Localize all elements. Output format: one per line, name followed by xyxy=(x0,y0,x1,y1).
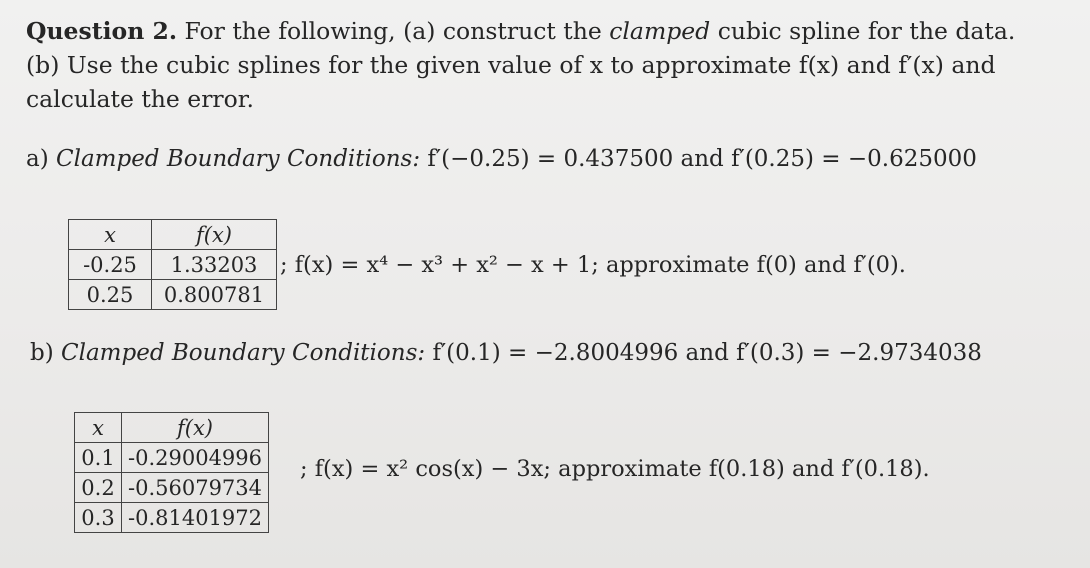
header-fx: f(x) xyxy=(152,220,277,250)
part-b-derivative-values: f′(0.1) = −2.8004996 and f′(0.3) = −2.9734038 xyxy=(432,340,982,366)
question-line-3: calculate the error. xyxy=(26,85,254,113)
part-b-data-table xyxy=(74,412,269,533)
table-row xyxy=(69,280,277,310)
cell-fx: 1.33203 xyxy=(152,250,277,280)
question-line-2: (b) Use the cubic splines for the given value of x to approximate f(x) and f′(x) and xyxy=(26,51,996,79)
part-b-function: ; f(x) = x² cos(x) − 3x; approximate f(0.18) and f′(0.18). xyxy=(300,456,930,482)
part-a-derivative-values: f′(−0.25) = 0.437500 and f′(0.25) = −0.625000 xyxy=(427,146,977,172)
table-row xyxy=(75,503,269,533)
cell-x: 0.2 xyxy=(75,473,122,503)
question-label: Question 2. xyxy=(26,17,177,45)
cell-fx: 0.800781 xyxy=(152,280,277,310)
cell-x: 0.1 xyxy=(75,443,122,473)
cell-fx: -0.29004996 xyxy=(122,443,269,473)
cell-fx: -0.56079734 xyxy=(122,473,269,503)
question-line-1: Question 2. For the following, (a) construct the clamped cubic spline for the data. xyxy=(26,17,1016,45)
cell-x: -0.25 xyxy=(69,250,152,280)
clamped-emphasis: clamped xyxy=(609,17,711,45)
part-a-function: ; f(x) = x⁴ − x³ + x² − x + 1; approximate f(0) and f′(0). xyxy=(280,252,906,278)
question-text xyxy=(26,14,1015,116)
header-x: x xyxy=(69,220,152,250)
part-a-data-table xyxy=(68,219,277,310)
part-a-label: Clamped Boundary Conditions: xyxy=(56,146,421,172)
cell-x: 0.3 xyxy=(75,503,122,533)
table-header-row xyxy=(75,413,269,443)
part-a-conditions: a) Clamped Boundary Conditions: f′(−0.25) = 0.437500 and f′(0.25) = −0.625000 xyxy=(26,146,977,172)
table-row xyxy=(75,443,269,473)
cell-fx: -0.81401972 xyxy=(122,503,269,533)
header-fx: f(x) xyxy=(122,413,269,443)
part-b-label: Clamped Boundary Conditions: xyxy=(61,340,426,366)
table-row xyxy=(69,250,277,280)
table-row xyxy=(75,473,269,503)
part-b-conditions: b) Clamped Boundary Conditions: f′(0.1) = −2.8004996 and f′(0.3) = −2.9734038 xyxy=(30,340,982,366)
cell-x: 0.25 xyxy=(69,280,152,310)
table-header-row xyxy=(69,220,277,250)
header-x: x xyxy=(75,413,122,443)
